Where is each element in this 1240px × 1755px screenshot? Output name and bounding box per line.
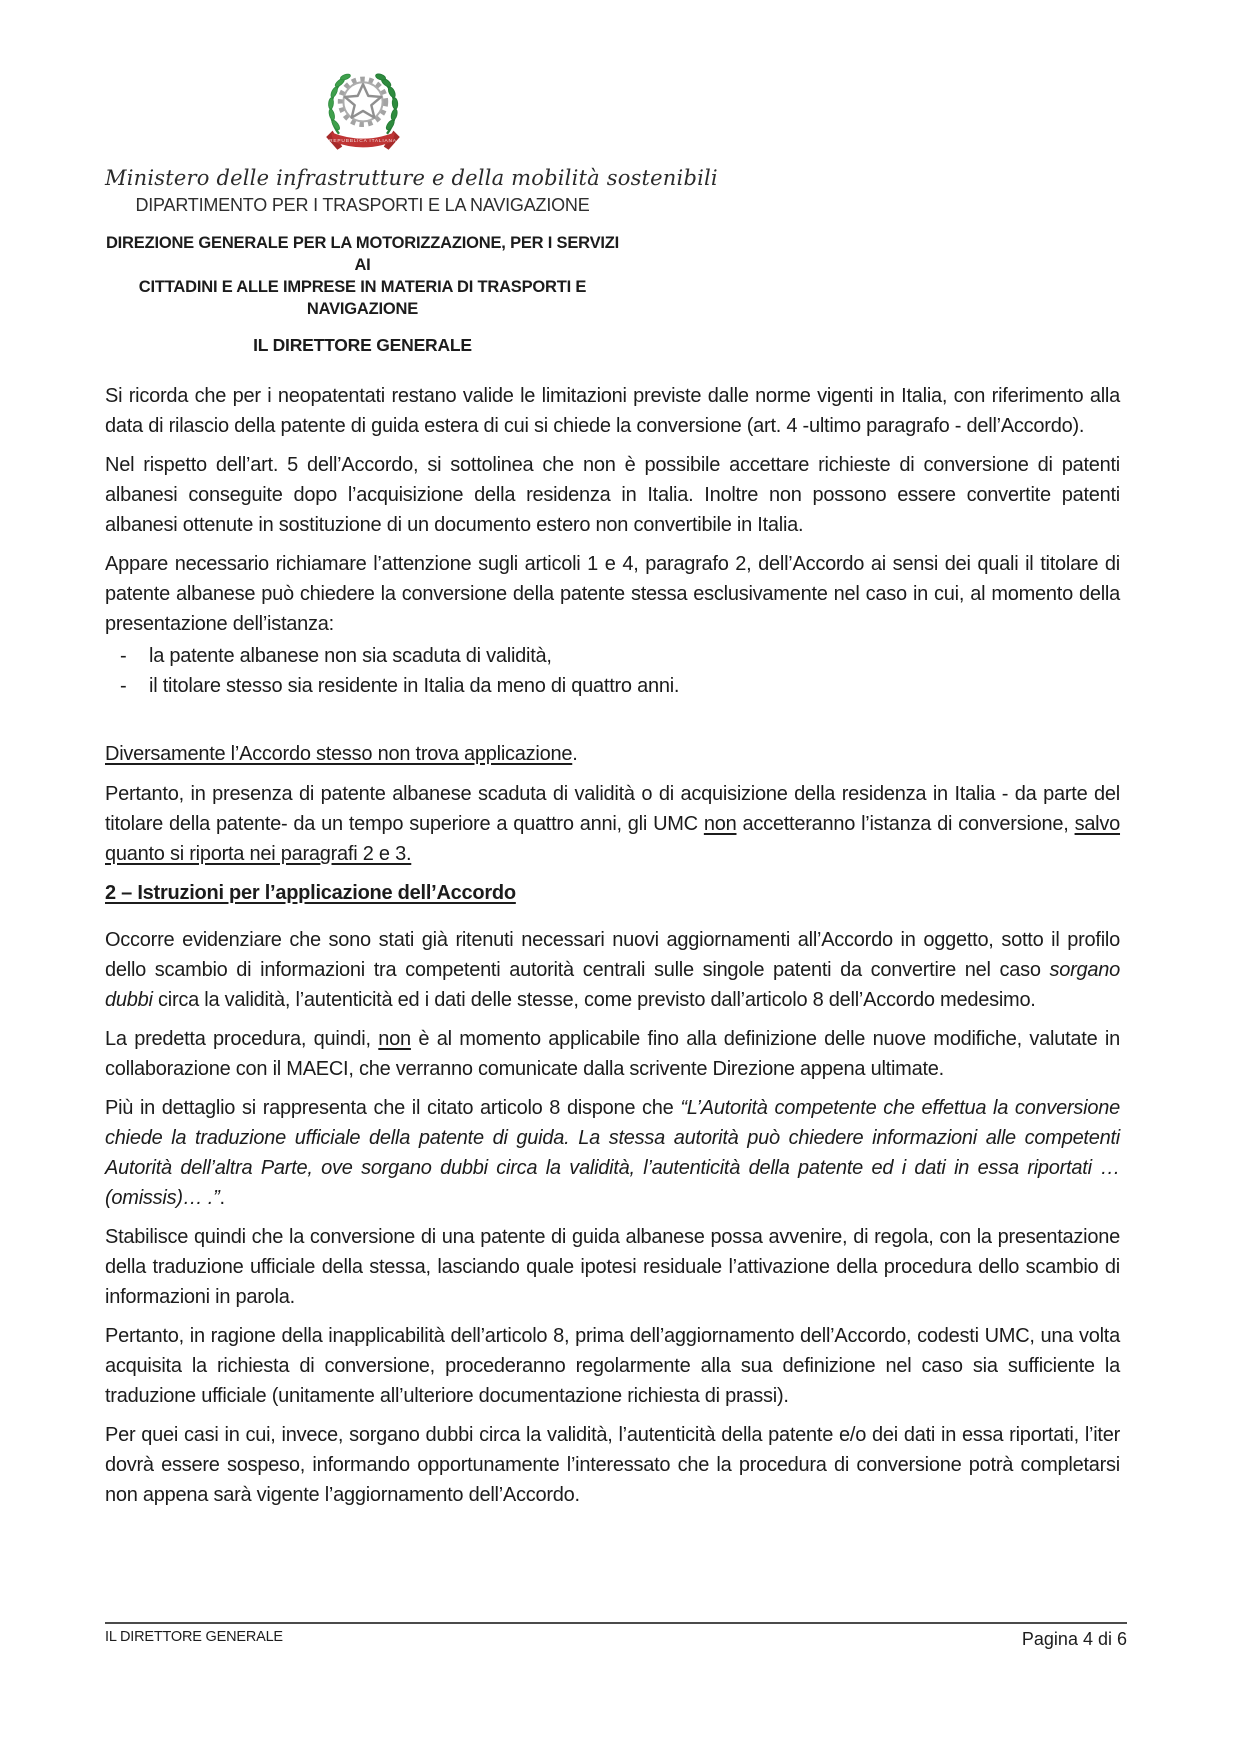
direzione-generale-title bbox=[105, 232, 620, 320]
footer-role-label: IL DIRETTORE GENERALE bbox=[105, 1629, 283, 1645]
paragraph-per-quei-casi: Per quei casi in cui, invece, sorgano dubbi circa la validità, l’autenticità della patente e/o dei dati in essa riportati, l’iter dovrà essere sospeso, informando opportunamente l’interessato che la procedura di conversione potrà completarsi non appena sarà vigente l’aggiornamento dell’Accordo. bbox=[105, 1424, 1120, 1506]
list-item-text: il titolare stesso sia residente in Italia da meno di quattro anni. bbox=[149, 675, 680, 697]
list-bullet: - bbox=[120, 675, 127, 697]
paragraph-diversamente: Diversamente l’Accordo stesso non trova applicazione. bbox=[105, 743, 578, 765]
paragraph-si-ricorda: Si ricorda che per i neopatentati restano valide le limitazioni previste dalle norme vigenti in Italia, con riferimento alla data di rilascio della patente di guida estera di cui si chiede la conversione (art. 4 -ultimo paragrafo - dell’Accordo). bbox=[105, 385, 1120, 437]
paragraph-pertanto: Pertanto, in presenza di patente albanese scaduta di validità o di acquisizione della residenza in Italia - da parte del titolare della patente- da un tempo superiore a quattro anni, gli UMC non accetteranno l’istanza di conversione, salvo quanto si riporta nei paragrafi 2 e 3. bbox=[105, 783, 1121, 865]
ministry-title: Ministero delle infrastrutture e della mobilità sostenibili bbox=[105, 166, 718, 190]
list-item bbox=[105, 641, 1120, 671]
section-2-heading: 2 – Istruzioni per l’applicazione dell’Accordo bbox=[105, 882, 516, 904]
conditions-list bbox=[105, 641, 1120, 701]
direzione-line-1: DIREZIONE GENERALE PER LA MOTORIZZAZIONE, PER I SERVIZI AI bbox=[105, 234, 620, 274]
letterhead bbox=[105, 60, 718, 356]
page-footer bbox=[105, 1622, 1127, 1650]
paragraph-stabilisce: Stabilisce quindi che la conversione di una patente di guida albanese possa avvenire, di regola, con la presentazione della traduzione ufficiale della stessa, lasciando quale ipotesi residuale l’attivazione della procedura dello scambio di informazioni in parola. bbox=[105, 1226, 1120, 1308]
department-title: DIPARTIMENTO PER I TRASPORTI E LA NAVIGAZIONE bbox=[135, 195, 590, 215]
italy-republic-emblem-icon bbox=[105, 60, 620, 158]
list-item bbox=[105, 671, 1120, 701]
page-number: Pagina 4 di 6 bbox=[1021, 1629, 1127, 1649]
list-bullet: - bbox=[120, 645, 127, 667]
paragraph-pertanto-ragione: Pertanto, in ragione della inapplicabilità dell’articolo 8, prima dell’aggiornamento dell’Accordo, codesti UMC, una volta acquisita la richiesta di conversione, procederanno regolarmente alla sua definizione nel caso sia sufficiente la traduzione ufficiale (unitamente all’ulteriore documentazione richiesta di prassi). bbox=[105, 1325, 1120, 1407]
letter-body bbox=[105, 381, 1120, 1510]
direzione-line-2: CITTADINI E ALLE IMPRESE IN MATERIA DI TRASPORTI E NAVIGAZIONE bbox=[138, 278, 587, 318]
paragraph-piu-in-dettaglio: Più in dettaglio si rappresenta che il citato articolo 8 dispone che “L’Autorità competente che effettua la conversione chiede la traduzione ufficiale della patente di guida. La stessa autorità può chiedere informazioni alle competenti Autorità dell’altra Parte, ove sorgano dubbi circa la validità, l’autenticità della patente ed i dati in essa riportati …(omissis)… .”. bbox=[105, 1097, 1120, 1209]
list-item-text: la patente albanese non sia scaduta di validità, bbox=[149, 645, 552, 667]
svg-text:REPUBBLICA ITALIANA: REPUBBLICA ITALIANA bbox=[328, 138, 397, 144]
role-title: IL DIRETTORE GENERALE bbox=[253, 335, 472, 355]
paragraph-appare-necessario: Appare necessario richiamare l’attenzione sugli articoli 1 e 4, paragrafo 2, dell’Accordo ai sensi dei quali il titolare di patente albanese può chiedere la conversione della patente stessa esclusivamente nel caso in cui, al momento della presentazione dell’istanza: bbox=[105, 553, 1120, 635]
paragraph-occorre-evidenziare: Occorre evidenziare che sono stati già ritenuti necessari nuovi aggiornamenti all’Accordo in oggetto, sotto il profilo dello scambio di informazioni tra competenti autorità centrali sulle singole patenti da convertire nel caso sorgano dubbi circa la validità, l’autenticità ed i dati delle stesse, come previsto dall’articolo 8 dell’Accordo medesimo. bbox=[105, 929, 1120, 1011]
paragraph-la-predetta: La predetta procedura, quindi, non è al momento applicabile fino alla definizione delle nuove modifiche, valutate in collaborazione con il MAECI, che verranno comunicate dalla scrivente Direzione appena ultimate. bbox=[105, 1028, 1120, 1080]
paragraph-nel-rispetto: Nel rispetto dell’art. 5 dell’Accordo, si sottolinea che non è possibile accettare richieste di conversione di patenti albanesi conseguite dopo l’acquisizione della residenza in Italia. Inoltre non possono essere convertite patenti albanesi ottenute in sostituzione di un documento estero non convertibile in Italia. bbox=[105, 454, 1120, 536]
